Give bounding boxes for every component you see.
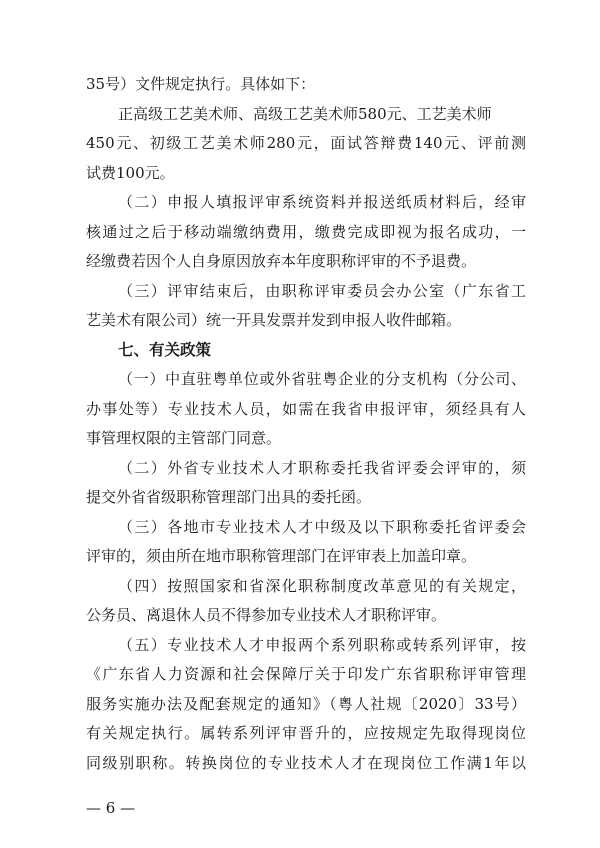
body-line: 正高级工艺美术师、高级工艺美术师580元、工艺美术师 xyxy=(118,104,492,123)
body-line: 评审的，须由所在地市职称管理部门在评审表上加盖印章。 xyxy=(86,547,477,565)
body-line: 经缴费若因个人自身原因放弃本年度职称评审的不予退费。 xyxy=(86,252,477,270)
body-line: 提交外省省级职称管理部门出具的委托函。 xyxy=(86,488,372,506)
body-line: （二）申报人填报评审系统资料并报送纸质材料后，经审 xyxy=(118,193,526,211)
body-line: 事管理权限的主管部门同意。 xyxy=(86,429,282,447)
body-line: 450元、初级工艺美术师280元，面试答辩费140元、评前测 xyxy=(86,134,526,152)
body-line: 公务员、离退休人员不得参加专业技术人才职称评审。 xyxy=(86,606,447,624)
body-line: 服务实施办法及配套规定的通知》（粤人社规〔2020〕33号） xyxy=(86,694,526,713)
body-line: （二）外省专业技术人才职称委托我省评委会评审的，须 xyxy=(118,458,526,477)
body-line: （五）专业技术人才申报两个系列职称或转系列评审，按 xyxy=(118,635,526,654)
body-line: （三）各地市专业技术人才中级及以下职称委托省评委会 xyxy=(118,517,526,536)
body-line: 试费100元。 xyxy=(86,163,175,182)
body-line: （一）中直驻粤单位或外省驻粤企业的分支机构（分公司、 xyxy=(118,370,526,388)
body-line: （四）按照国家和省深化职称制度改革意见的有关规定， xyxy=(118,576,526,595)
body-line: 办事处等）专业技术人员，如需在我省申报评审，须经具有人 xyxy=(86,399,526,418)
body-line: 有关规定执行。属转系列评审晋升的，应按规定先取得现岗位 xyxy=(86,724,526,742)
body-line: 35号）文件规定执行。具体如下： xyxy=(86,75,316,93)
body-line: 《广东省人力资源和社会保障厅关于印发广东省职称评审管理 xyxy=(86,665,526,683)
body-line: 艺美术有限公司）统一开具发票并发到申报人收件邮箱。 xyxy=(86,311,462,329)
body-line: 同级别职称。转换岗位的专业技术人才在现岗位工作满1年以 xyxy=(86,753,526,772)
body-line: 核通过之后于移动端缴纳费用，缴费完成即视为报名成功，一 xyxy=(86,222,526,241)
section-heading: 七、有关政策 xyxy=(118,340,212,359)
page-number: — 6 — xyxy=(86,799,136,817)
body-line: （三）评审结束后，由职称评审委员会办公室（广东省工 xyxy=(118,281,526,300)
